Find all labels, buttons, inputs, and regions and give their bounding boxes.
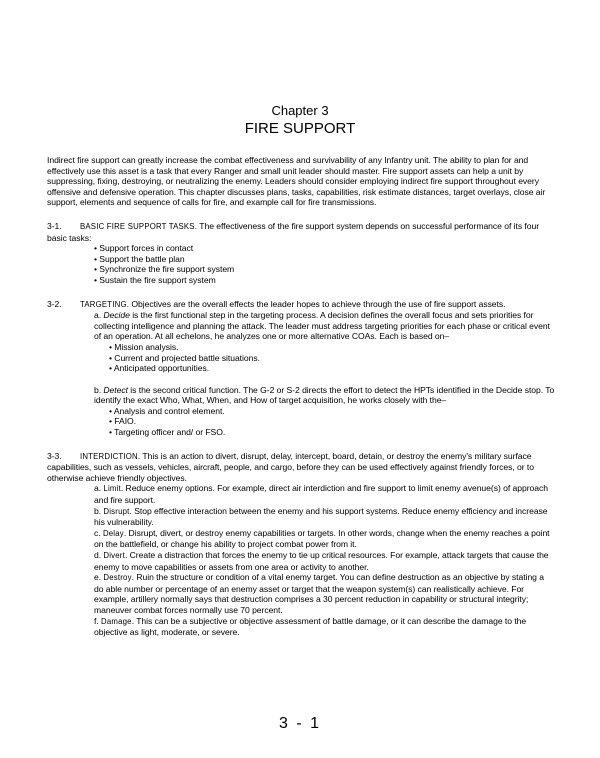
document-body: [47, 155, 555, 638]
list-item: • Mission analysis.: [109, 341, 179, 352]
section-text: This is an action to divert, disrupt, delay, intercept, board, detain, or destroy the enemy's military surface capabilities, such as vessels, vehicles, aircraft, people, and cargo, before they can be used effectively against friendly forces, or to otherwise achieve friendly objectives.: [47, 450, 534, 483]
list-item: • Targeting officer and/ or FSO.: [109, 427, 226, 438]
list-item: • Synchronize the fire support system: [94, 264, 235, 275]
paragraph-b-disrupt: b. Disrupt. Stop effective interaction between the enemy and his support systems. Reduce enemy efficiency and increase his vulnerability.: [94, 505, 548, 528]
section-number: 3-2.: [47, 298, 62, 309]
list-item: • Anticipated opportunities.: [109, 363, 210, 374]
section-text: Objectives are the overall effects the leader hopes to achieve through the use of fire support assets.: [129, 298, 506, 309]
section-text: The effectiveness of the fire support system depends on successful performance of its four basic tasks:: [47, 220, 540, 243]
list-item: • Sustain the fire support system: [94, 274, 216, 285]
section-heading: TARGETING.: [80, 299, 130, 309]
list-item: • Current and projected battle situations.: [109, 352, 260, 363]
chapter-number: Chapter 3: [271, 103, 329, 118]
paragraph-b-detect: b. Detect is the second critical function. The G-2 or S-2 directs the effort to detect the HPTs identified in the Decide stop. To identify the exact Who, What, When, and How of target acquisition, he works closely with the–: [94, 384, 555, 406]
term-detect: Detect: [103, 384, 128, 395]
chapter-title: FIRE SUPPORT: [244, 120, 356, 137]
list-item: • Analysis and control element.: [109, 405, 225, 416]
section-3-2: [47, 299, 555, 311]
list-item: • Support forces in contact: [94, 243, 194, 254]
section-3-1: [47, 221, 555, 243]
section-3-3: [47, 451, 555, 484]
list-item: • Support the battle plan: [94, 253, 185, 264]
paragraph-a-decide: a. Decide is the first functional step in the targeting process. A decision defines the overall focus and sets priorities for collecting intelligence and planning the attack. The leader must address targeting priorities for each phase or critical event of an operation. At all echelons, he analyzes one or more alternative COAs. Each is based on–: [94, 310, 550, 342]
paragraph-d-divert: d. Divert. Create a distraction that forces the enemy to tie up critical resources. For example, attack targets that cause the enemy to move capabilities or assets from one area or activity to another.: [94, 550, 549, 572]
section-number: 3-3.: [47, 450, 62, 461]
section-heading: BASIC FIRE SUPPORT TASKS.: [80, 221, 198, 231]
paragraph-a-limit: a. Limit. Reduce enemy options. For example, direct air interdiction and fire support to limit enemy avenue(s) of approach and fire support.: [94, 483, 548, 506]
paragraph-f-damage: f. Damage. This can be a subjective or objective assessment of battle damage, or it can describe the damage to the objective as light, moderate, or severe.: [94, 615, 527, 638]
paragraph-e-destroy: e. Destroy. Ruin the structure or condition of a vital enemy target. You can define destruction as an objective by stating a do able number or percentage of an enemy asset or target that the weapon system(s) can realistically achieve. For example, artillery normally says that destruction comprises a 30 percent reduction in capability or structural integrity; maneuver combat forces normally use 70 percent.: [94, 572, 544, 615]
term-decide: Decide: [103, 310, 130, 321]
section-number: 3-1.: [47, 220, 62, 231]
intro-paragraph: Indirect fire support can greatly increase the combat effectiveness and survivability of any Infantry unit. The ability to plan for and effectively use this asset is a task that every Ranger and small unit leader should master. Fire support assets can help a unit by suppressing, fixing, destroying, or neutralizing the enemy. Leaders should consider employing indirect fire support throughout every offensive and defensive operation. This chapter discusses plans, tasks, capabilities, risk estimate distances, target overlays, close air support, elements and sequence of calls for fire, and example call for fire transmissions.: [47, 155, 546, 208]
section-heading: INTERDICTION.: [80, 451, 141, 461]
paragraph-c-delay: c. Delay. Disrupt, divert, or destroy enemy capabilities or targets. In other words, change when the enemy reaches a point on the battlefield, or change his ability to project combat power from it.: [94, 527, 550, 550]
page-number: 3 - 1: [278, 715, 321, 732]
list-item: • FAIO.: [109, 416, 137, 427]
